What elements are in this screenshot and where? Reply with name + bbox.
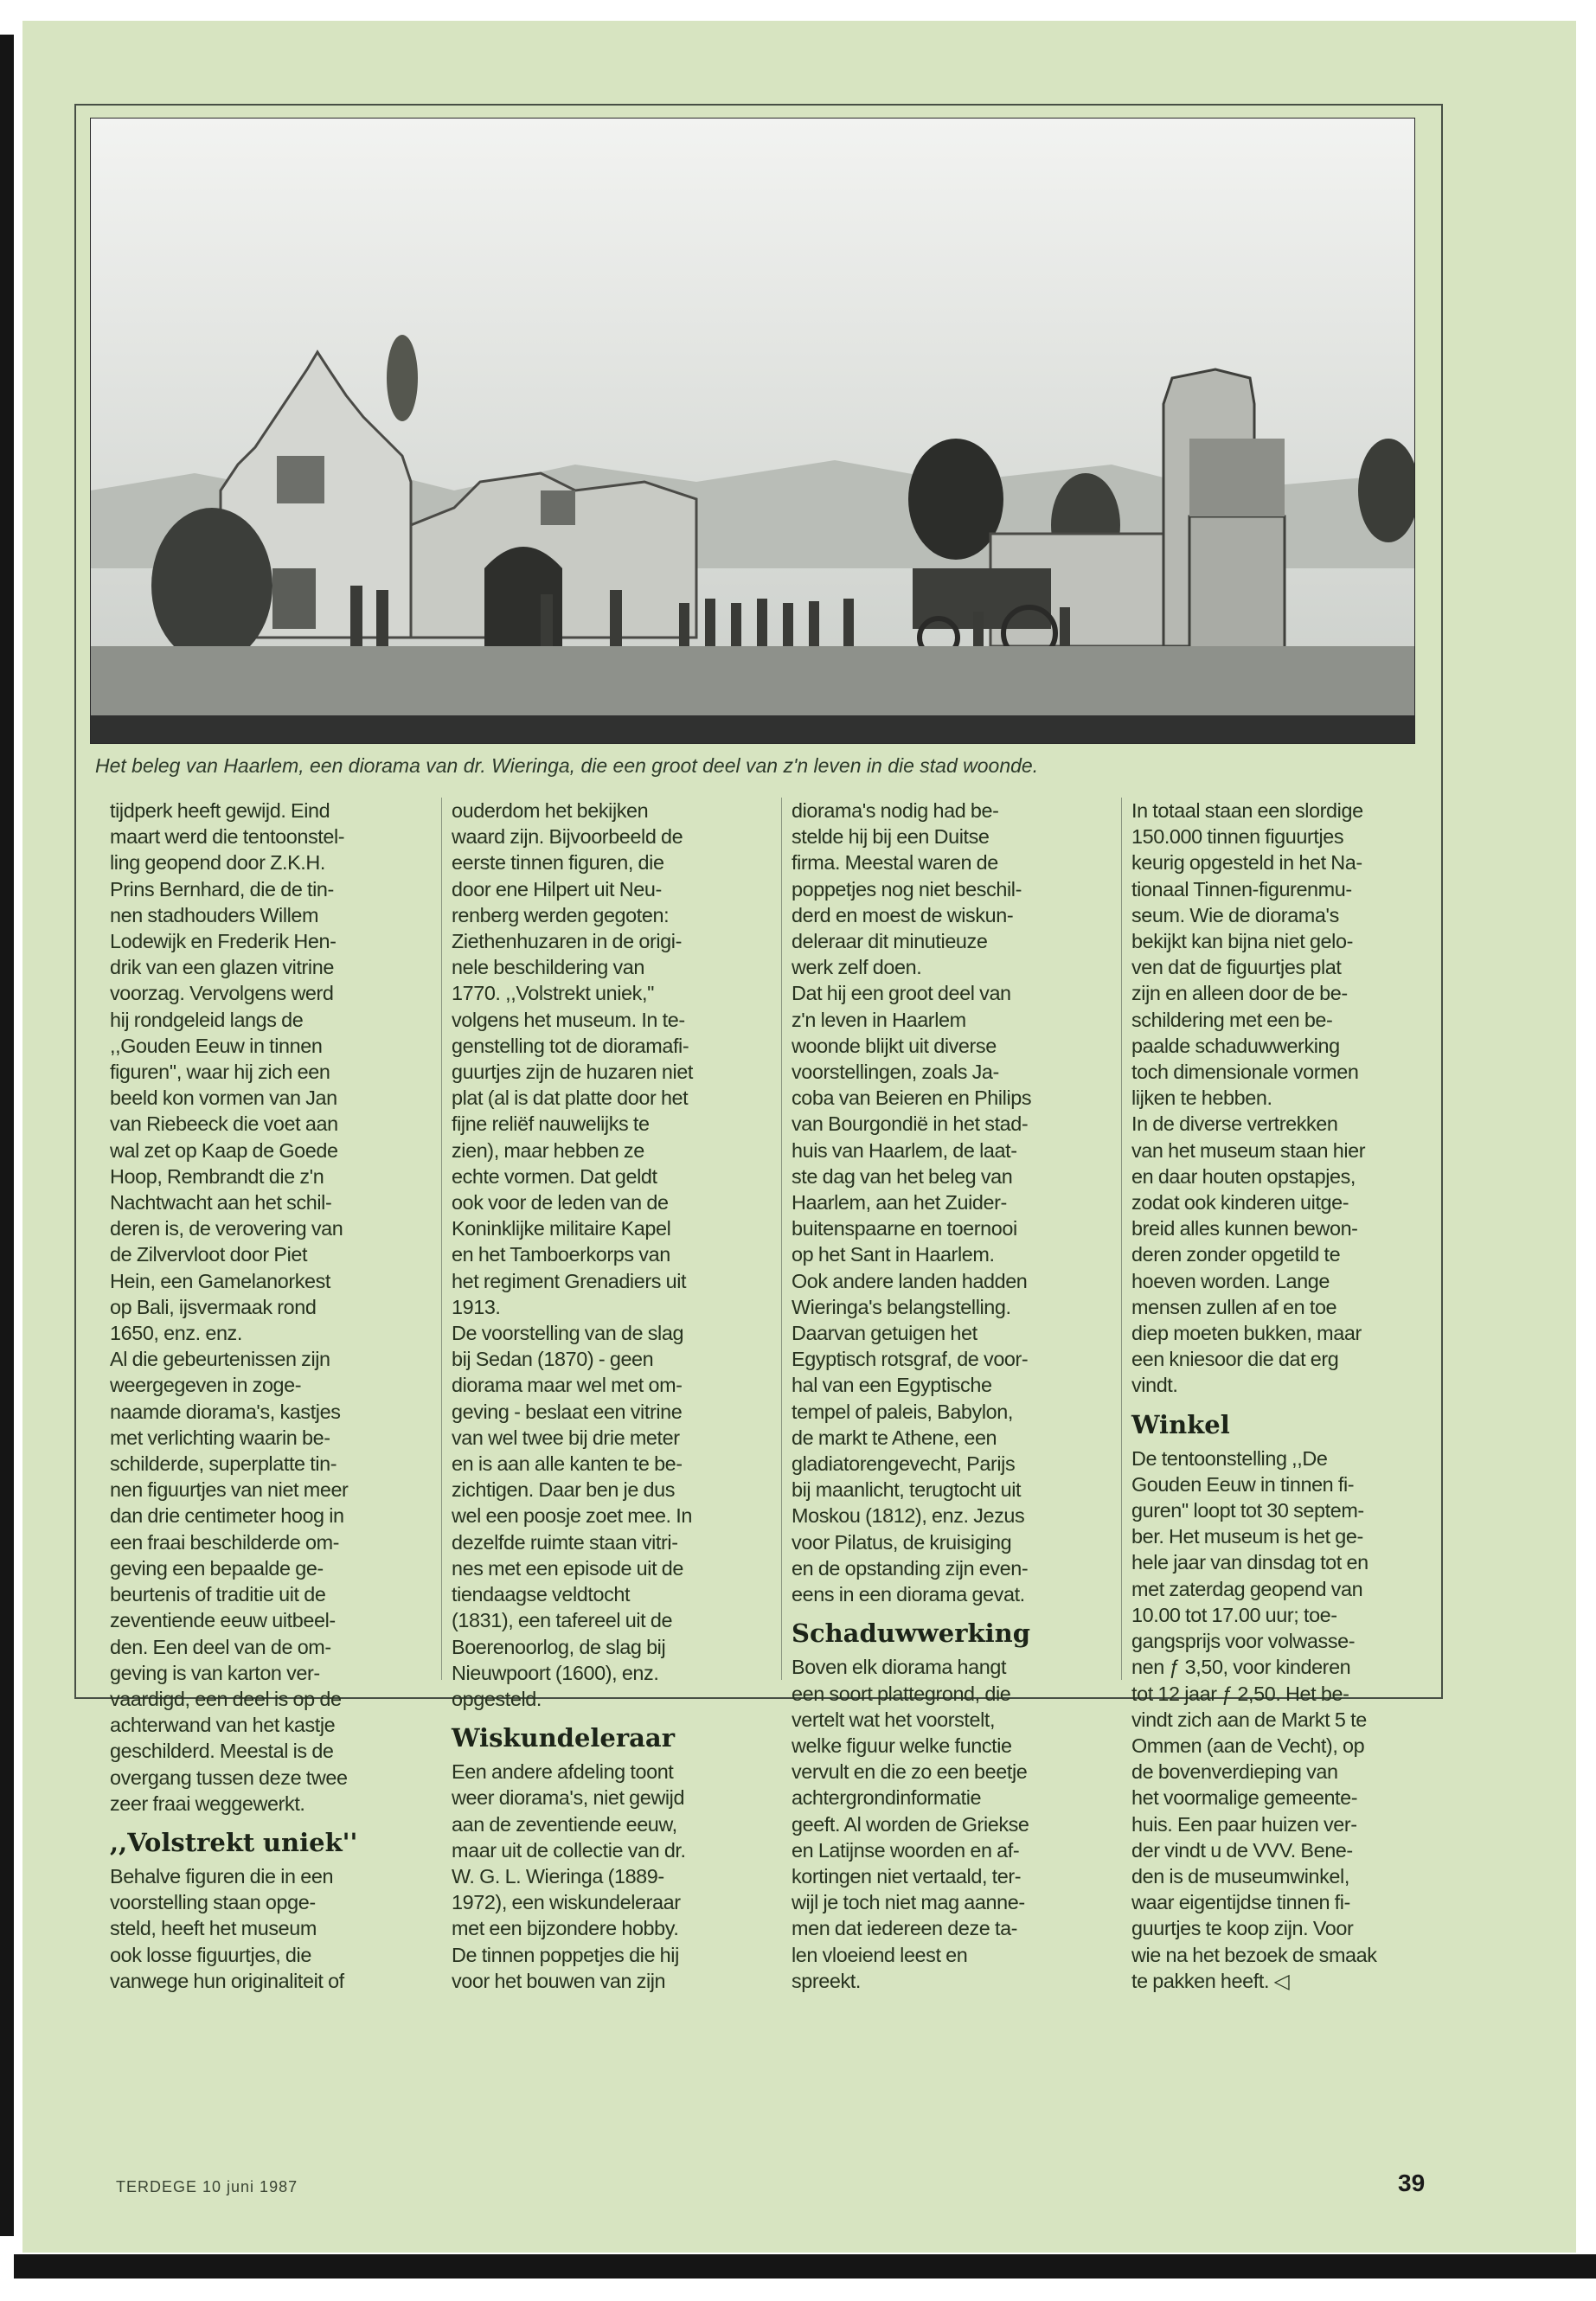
paragraph: Dat hij een groot deel van z'n leven in Haarlem woonde blijkt uit diverse voorstellingen, zoals Ja- coba van Beieren en Philips van Bourgondië in het stad- huis van Haarlem, de laat- ste dag van het beleg van Haarlem, aan het Zuider- buitenspaarne en toernooi op het Sant in Haarlem. (792, 982, 1032, 1266)
section-heading: Wiskundeleraar (452, 1723, 675, 1753)
paragraph: tijdperk heeft gewijd. Eind maart werd die tentoonstel- ling geopend door Z.K.H. Prins Bernhard, die de tin- nen stadhouders Willem Lodewijk en Frederik Hen- drik van een glazen vitrine voorzag. Vervolgens werd hij rondgeleid langs de ,,Gouden Eeuw in tinnen figuren'', waar hij zich een beeld kon vormen van Jan van Riebeeck die voet aan wal zet op Kaap de Goede Hoop, Rembrandt die z'n Nachtwacht aan het schil- deren is, de verovering van de Zilvervloot door Piet Hein, een Gamelanorkest op Bali, ijsvermaak rond 1650, enz. enz. (110, 799, 345, 1345)
section-heading: Winkel (1131, 1409, 1230, 1439)
paragraph: Een andere afdeling toont weer diorama's, niet gewijd aan de zeventiende eeuw, maar uit de collectie van dr. W. G. L. Wieringa (1889- 1972), een wiskundeleraar met een bijzondere hobby. De tinnen poppetjes die hij voor het bouwen van zijn (452, 1760, 686, 1992)
article-column-4 (1131, 798, 1447, 1994)
paragraph: Al die gebeurtenissen zijn weergegeven in zoge- naamde diorama's, kastjes met verlichting waarin be- schilderde, superplatte tin- nen figuurtjes van niet meer dan drie centimeter hoog in een fraai beschilderde om- geving een bepaalde ge- beurtenis of traditie uit de zeventiende eeuw uitbeel- den. Een deel van de om- geving is van karton ver- vaardigd, een deel is op de achterwand van het kastje geschilderd. Meestal is de overgang tussen deze twee zeer fraai weggewerkt. (110, 1348, 349, 1815)
column-divider (781, 798, 782, 1680)
scan-edge-left (0, 35, 14, 2236)
page-number: 39 (1398, 2170, 1426, 2196)
paragraph: diorama's nodig had be- stelde hij bij een Duitse firma. Meestal waren de poppetjes nog niet beschil- derd en moest de wiskun- deleraar dit minutieuze werk zelf doen. (792, 799, 1022, 979)
diorama-photo (90, 118, 1415, 744)
column-divider (1121, 798, 1122, 1680)
paragraph: De voorstelling van de slag bij Sedan (1870) - geen diorama maar wel met om- geving - beslaat een vitrine van wel twee bij drie meter en is aan alle kanten te be- zichtigen. Daar ben je dus wel een poosje zoet mee. In dezelfde ruimte staan vitri- nes met een episode uit de tiendaagse veldtocht (1831), een tafereel uit de Boerenoorlog, de slag bij Nieuwpoort (1600), enz. opgesteld. (452, 1322, 692, 1710)
paragraph: Ook andere landen hadden Wieringa's belangstelling. Daarvan getuigen het Egyptisch rotsgraf, de voor- hal van een Egyptische tempel of paleis, Babylon, de markt te Athene, een gladiatorengevecht, Parijs bij maanlicht, terugtocht uit Moskou (1812), enz. Jezus voor Pilatus, de kruisiging en de opstanding zijn even- eens in een diorama gevat. (792, 1269, 1029, 1606)
paragraph: In totaal staan een slordige 150.000 tinnen figuurtjes keurig opgesteld in het Na- tionaal Tinnen-figurenmu- seum. Wie de diorama's bekijkt kan bijna niet gelo- ven dat de figuurtjes plat zijn en alleen door de be- schildering met een be- paalde schaduwwerking toch dimensionale vormen lijken te hebben. (1131, 799, 1363, 1110)
column-divider (441, 798, 442, 1680)
photo-caption: Het beleg van Haarlem, een diorama van dr. Wieringa, die een groot deel van z'n leven in die stad woonde. (95, 754, 1039, 777)
paragraph: ouderdom het bekijken waard zijn. Bijvoorbeeld de eerste tinnen figuren, die door ene Hilpert uit Neu- renberg werden gegoten: Ziethenhuzaren in de origi- nele beschildering van 1770. ,,Volstrekt uniek,'' volgens het museum. In te- genstelling tot de dioramafi- guurtjes zijn de huzaren niet plat (al is dat platte door het fijne reliëf nauwelijks te zien), maar hebben ze echte vormen. Dat geldt ook voor de leden van de Koninklijke militaire Kapel en het Tamboerkorps van het regiment Grenadiers uit 1913. (452, 799, 693, 1318)
paragraph: Behalve figuren die in een voorstelling staan opge- steld, heeft het museum ook losse figuurtjes, die vanwege hun originaliteit of (110, 1864, 344, 1992)
article-column-1 (110, 798, 426, 1994)
article-column-2 (452, 798, 767, 1994)
paragraph: De tentoonstelling ,,De Gouden Eeuw in tinnen fi- guren'' loopt tot 30 septem- ber. Het museum is het ge- hele jaar van dinsdag tot en met zaterdag geopend van 10.00 tot 17.00 uur; toe- gangsprijs voor volwasse- nen ƒ 3,50, voor kinderen tot 12 jaar ƒ 2,50. Het be- vindt zich aan de Markt 5 te Ommen (aan de Vecht), op de bovenverdieping van het voormalige gemeente- huis. Een paar huizen ver- der vindt u de VVV. Bene- den is de museumwinkel, waar eigentijdse tinnen fi- guurtjes te koop zijn. Voor wie na het bezoek de smaak te pakken heeft. ◁ (1131, 1446, 1377, 1992)
scan-edge-bottom (14, 2254, 1596, 2279)
paragraph: In de diverse vertrekken van het museum staan hier en daar houten opstapjes, zodat ook kinderen uitge- breid alles kunnen bewon- deren zonder opgetild te hoeven worden. Lange mensen zullen af en toe diep moeten bukken, maar een kniesoor die dat erg vindt. (1131, 1112, 1366, 1397)
paragraph: Boven elk diorama hangt een soort plattegrond, die vertelt wat het voorstelt, welke figuur welke functie vervult en die zo een beetje achtergrondinformatie geeft. Al worden de Griekse en Latijnse woorden en af- kortingen niet vertaald, ter- wijl je toch niet mag aanne- men dat iedereen deze ta- len vloeiend leest en spreekt. (792, 1656, 1029, 1992)
section-heading: Schaduwwerking (792, 1618, 1030, 1649)
publication-footer: TERDEGE 10 juni 1987 (116, 2178, 298, 2195)
section-heading: ,,Volstrekt uniek'' (110, 1827, 358, 1857)
diorama-image-icon (91, 119, 1414, 743)
article-column-3 (792, 798, 1107, 1994)
